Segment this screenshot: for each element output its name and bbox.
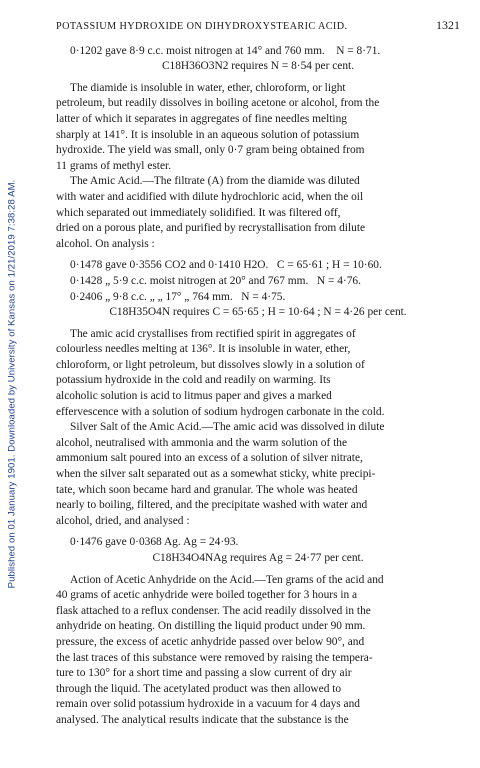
analysis-3 bbox=[56, 535, 460, 566]
paragraph-acetic-anhydride bbox=[56, 573, 460, 729]
text-line: ammonium salt poured into an excess of a solution of silver nitrate, bbox=[56, 452, 363, 465]
text-line: 11 grams of methyl ester. bbox=[56, 159, 172, 172]
analysis-row: 0·1428 „ 5·9 c.c. moist nitrogen at 20° and 767 mm. N = 4·76. bbox=[70, 274, 361, 287]
text-line: potassium hydroxide in the cold and readily on warming. Its bbox=[56, 374, 331, 387]
text-line: with water and acidified with dilute hydrochloric acid, when the oil bbox=[56, 190, 364, 203]
text-line: through the liquid. The acetylated product was then allowed to bbox=[56, 682, 342, 695]
text-line: pressure, the excess of acetic anhydride passed over below 90°, and bbox=[56, 635, 365, 648]
text-line: anhydride on heating. On distilling the liquid product under 90 mm. bbox=[56, 620, 366, 633]
text-line: Silver Salt of the Amic Acid.—The amic acid was dissolved in dilute bbox=[70, 421, 385, 434]
download-stamp bbox=[0, 0, 24, 768]
analysis-1-result: 0·1202 gave 8·9 c.c. moist nitrogen at 14° and 760 mm. N = 8·71. bbox=[70, 44, 381, 57]
text-line: hydroxide. The yield was small, only 0·7 gram being obtained from bbox=[56, 144, 365, 157]
download-stamp-text: Published on 01 January 1901. Downloaded by University of Kansas on 1/21/2019 7:38:28 AM. bbox=[6, 179, 18, 589]
text-line: effervescence with a solution of sodium hydrogen carbonate in the cold. bbox=[56, 405, 385, 418]
text-line: flask attached to a reflux condenser. The acid readily dissolved in the bbox=[56, 604, 371, 617]
page-number: 1321 bbox=[436, 18, 460, 32]
text-line: dried on a porous plate, and purified by recrystallisation from dilute bbox=[56, 222, 366, 235]
text-line: The diamide is insoluble in water, ether, chloroform, or light bbox=[70, 81, 346, 94]
analysis-3-result: 0·1476 gave 0·0368 Ag. Ag = 24·93. bbox=[70, 536, 239, 549]
text-line: the last traces of this substance were removed by raising the tempera- bbox=[56, 651, 373, 664]
page-body bbox=[56, 18, 460, 729]
paragraph-amic-acid bbox=[56, 174, 460, 252]
analysis-1-requires: C18H36O3N2 requires N = 8·54 per cent. bbox=[161, 60, 355, 73]
text-line: The Amic Acid.—The filtrate (A) from the diamide was diluted bbox=[70, 175, 360, 188]
text-line: ture to 130° for a short time and passing a slow current of dry air bbox=[56, 667, 352, 680]
text-line: latter of which it separates in aggregates of fine needles melting bbox=[56, 112, 347, 125]
text-line: remain over solid potassium hydroxide in a vacuum for 4 days and bbox=[56, 698, 360, 711]
running-header bbox=[56, 18, 460, 35]
text-line: analysed. The analytical results indicate that the substance is the bbox=[56, 713, 349, 726]
running-title: POTASSIUM HYDROXIDE ON DIHYDROXYSTEARIC ACID. bbox=[56, 21, 348, 32]
text-line: which separated out immediately solidified. It was filtered off, bbox=[56, 206, 341, 219]
text-line: alcohol. On analysis : bbox=[56, 237, 155, 250]
text-line: chloroform, or light petroleum, but dissolves slowly in a solution of bbox=[56, 358, 365, 371]
text-line: alcohol, dried, and analysed : bbox=[56, 514, 190, 527]
text-line: nearly to boiling, filtered, and the precipitate washed with water and bbox=[56, 499, 368, 512]
text-line: alcoholic solution is acid to litmus paper and gives a marked bbox=[56, 390, 332, 403]
analysis-2 bbox=[56, 258, 460, 320]
text-line: petroleum, but readily dissolves in boiling acetone or alcohol, from the bbox=[56, 97, 380, 110]
text-line: colourless needles melting at 136°. It is insoluble in water, ether, bbox=[56, 343, 351, 356]
paragraph-diamide bbox=[56, 81, 460, 175]
analysis-3-requires: C18H34O4NAg requires Ag = 24·77 per cent. bbox=[152, 552, 364, 564]
text-line: tate, which soon became hard and granular. The whole was heated bbox=[56, 483, 358, 496]
analysis-2-requires: C18H35O4N requires C = 65·65 ; H = 10·64 ; N = 4·26 per cent. bbox=[109, 306, 407, 319]
paragraph-silver-salt bbox=[56, 420, 460, 529]
analysis-row: 0·2406 „ 9·8 c.c. „ „ 17° „ 764 mm. N = 4·75. bbox=[70, 290, 286, 303]
text-line: sharply at 141°. It is insoluble in an aqueous solution of potassium bbox=[56, 128, 360, 141]
text-line: alcohol, neutralised with ammonia and the warm solution of the bbox=[56, 436, 348, 449]
text-line: when the silver salt separated out as a somewhat sticky, white precipi- bbox=[56, 468, 376, 481]
text-line: The amic acid crystallises from rectified spirit in aggregates of bbox=[70, 327, 356, 340]
analysis-row: 0·1478 gave 0·3556 CO2 and 0·1410 H2O. C = 65·61 ; H = 10·60. bbox=[70, 259, 382, 272]
paragraph-amic-properties bbox=[56, 327, 460, 421]
text-line: Action of Acetic Anhydride on the Acid.—Ten grams of the acid and bbox=[70, 573, 384, 586]
text-line: 40 grams of acetic anhydride were boiled together for 3 hours in a bbox=[56, 589, 358, 602]
